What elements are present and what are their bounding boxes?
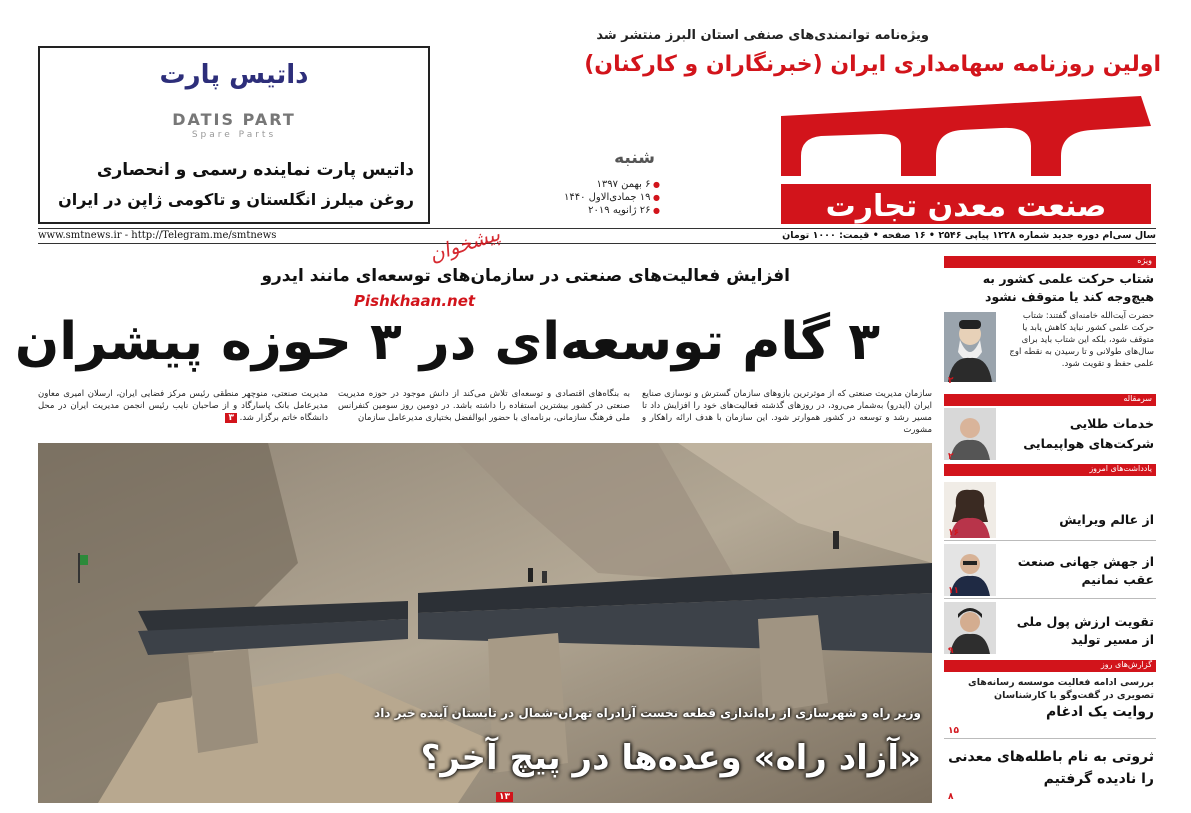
- advertisement-box[interactable]: [38, 46, 430, 224]
- slogan-main: اولین روزنامه سهامداری ایران (خبرنگاران و کارکنان): [584, 52, 1161, 77]
- dates-block: [510, 178, 660, 217]
- section-header-editorial: سرمقاله: [944, 394, 1156, 406]
- newspaper-logo[interactable]: [761, 86, 1161, 226]
- page-ref-5: ۹: [948, 646, 954, 656]
- ad-line-1: داتیس پارت نماینده رسمی و انحصاری: [96, 160, 414, 180]
- watermark-en: Pishkhaan.net: [354, 292, 476, 310]
- info-bar: [38, 228, 1156, 244]
- watermark-fa: پیشخوان: [426, 221, 503, 267]
- page-badge: ۳: [225, 413, 237, 423]
- photo-caption-headline[interactable]: «آزاد راه» وعده‌ها در پیچ آخر؟: [420, 738, 921, 778]
- ad-logo-sub: Spare Parts: [191, 130, 277, 140]
- date-gregorian: ● ۲۶ ژانویه ۲۰۱۹: [510, 204, 660, 217]
- editorial-title-2[interactable]: شرکت‌های هواپیمایی: [1023, 436, 1154, 451]
- note-3-title-2[interactable]: از مسیر تولید: [1070, 632, 1154, 647]
- section-header-reports: گزارش‌های روز: [944, 660, 1156, 672]
- lead-column-3-text: مدیریت صنعتی، منوچهر منطقی رئیس مرکز فضایی ایران، ارسلان امیری معاون مدیرعامل بانک پاسارگاد و از صاحبان نایب رئیس انجمن مدیریت ایران در محل دانشگاه خاتم برگزار شد.: [38, 389, 328, 423]
- ad-logo-fa: داتیس پارت: [159, 60, 309, 90]
- divider: [944, 598, 1156, 599]
- page-ref-7: ۸: [948, 792, 954, 802]
- page-ref-2: ۲: [948, 452, 954, 462]
- date-hijri: ● ۱۹ جمادی‌الاول ۱۴۴۰: [510, 191, 660, 204]
- lead-column-1: سازمان مدیریت صنعتی که از موثرترین بازوهای سازمان گسترش و نوسازی صنایع ایران (ایدرو) به‌شمار می‌رود، در روزهای گذشته فعالیت‌های خود را افزایش داد تا مسیر رشد و توسعه در کشور هموارتر شود. این سازمان با هدف ارائه راهکار و مشورت: [642, 389, 932, 435]
- report-2-title[interactable]: ثروتی به نام باطله‌های معدنی را نادیده گرفتیم: [948, 749, 1154, 787]
- report-1-subtitle: بررسی ادامه فعالیت موسسه رسانه‌های تصویری در گفت‌وگو با کارشناسان: [968, 677, 1154, 701]
- date-persian: ● ۶ بهمن ۱۳۹۷: [510, 178, 660, 191]
- sidebar-story-1-title[interactable]: شتاب حرکت علمی کشور به هیچ‌وجه کند یا متوقف نشود: [982, 271, 1154, 304]
- sidebar: [944, 256, 1156, 806]
- ad-logo-en: DATIS PART: [172, 110, 296, 129]
- lead-column-3: [38, 388, 328, 424]
- lead-column-2: به بنگاه‌های اقتصادی و توسعه‌ای تلاش می‌کند از دانش موجود در حوزه مدیریت صنعتی در کشور بیشترین استفاده را داشته باشد. در دومین روز سومین کنفرانس ملی فرهنگ سازمانی، برنامه‌ای با حضور ابوالفضل بختیاری مدیرعامل سازمان: [338, 389, 630, 423]
- day-of-week: شنبه: [614, 148, 655, 168]
- note-1-title[interactable]: از عالم ویرایش: [1059, 512, 1154, 527]
- lead-headline[interactable]: ۳ گام توسعه‌ای در ۳ حوزه پیشران: [14, 312, 880, 372]
- leader-photo: [944, 312, 996, 382]
- lead-subhead[interactable]: افزایش فعالیت‌های صنعتی در سازمان‌های توسعه‌ای مانند ایدرو: [261, 266, 790, 286]
- logo-words: صنعت معدن تجارت: [825, 189, 1107, 224]
- page-ref-3: ۱۶: [948, 528, 959, 538]
- photo-page-badge: ۱۳: [496, 792, 513, 802]
- website-links[interactable]: www.smtnews.ir - http://Telegram.me/smtnews: [38, 230, 277, 241]
- divider: [944, 540, 1156, 541]
- photo-caption-small: وزیر راه و شهرسازی از راه‌اندازی قطعه نخست آزادراه تهران-شمال در تابستان آینده خبر داد: [374, 706, 921, 720]
- page-ref-6: ۱۵: [948, 726, 959, 736]
- slogan-top: ویژه‌نامه توانمندی‌های صنفی استان البرز منتشر شد: [596, 28, 929, 43]
- sidebar-story-1-body: حضرت آیت‌الله خامنه‌ای گفتند: شتاب حرکت علمی کشور نباید کاهش یابد یا متوقف شود، بلکه این شتاب باید برای سال‌های طولانی و تا رسیدن به نقطه اوج علمی حفظ و تقویت شود.: [1009, 311, 1154, 369]
- note-3-title-1[interactable]: تقویت ارزش پول ملی: [1016, 614, 1154, 629]
- page-ref-1: ۲: [948, 376, 954, 386]
- note-2-title-2[interactable]: عقب نمانیم: [1081, 572, 1154, 587]
- issue-info: سال سی‌ام دوره جدید شماره ۱۲۲۸ پیاپی ۲۵۴۶ • ۱۶ صفحه • قیمت: ۱۰۰۰ تومان: [782, 230, 1156, 241]
- ad-line-2: روغن میلرز انگلستان و تاکومی ژاپن در ایران: [58, 190, 414, 209]
- divider: [944, 738, 1156, 739]
- logo-graphic: [761, 86, 1161, 226]
- page-ref-4: ۱۱: [948, 586, 959, 596]
- section-header-notes: یادداشت‌های امروز: [944, 464, 1156, 476]
- note-2-title-1[interactable]: از جهش جهانی صنعت: [1017, 554, 1154, 569]
- report-1-title[interactable]: روایت یک ادغام: [1045, 704, 1154, 720]
- section-header-special: ویژه: [944, 256, 1156, 268]
- editorial-title-1[interactable]: خدمات طلایی: [1069, 416, 1154, 431]
